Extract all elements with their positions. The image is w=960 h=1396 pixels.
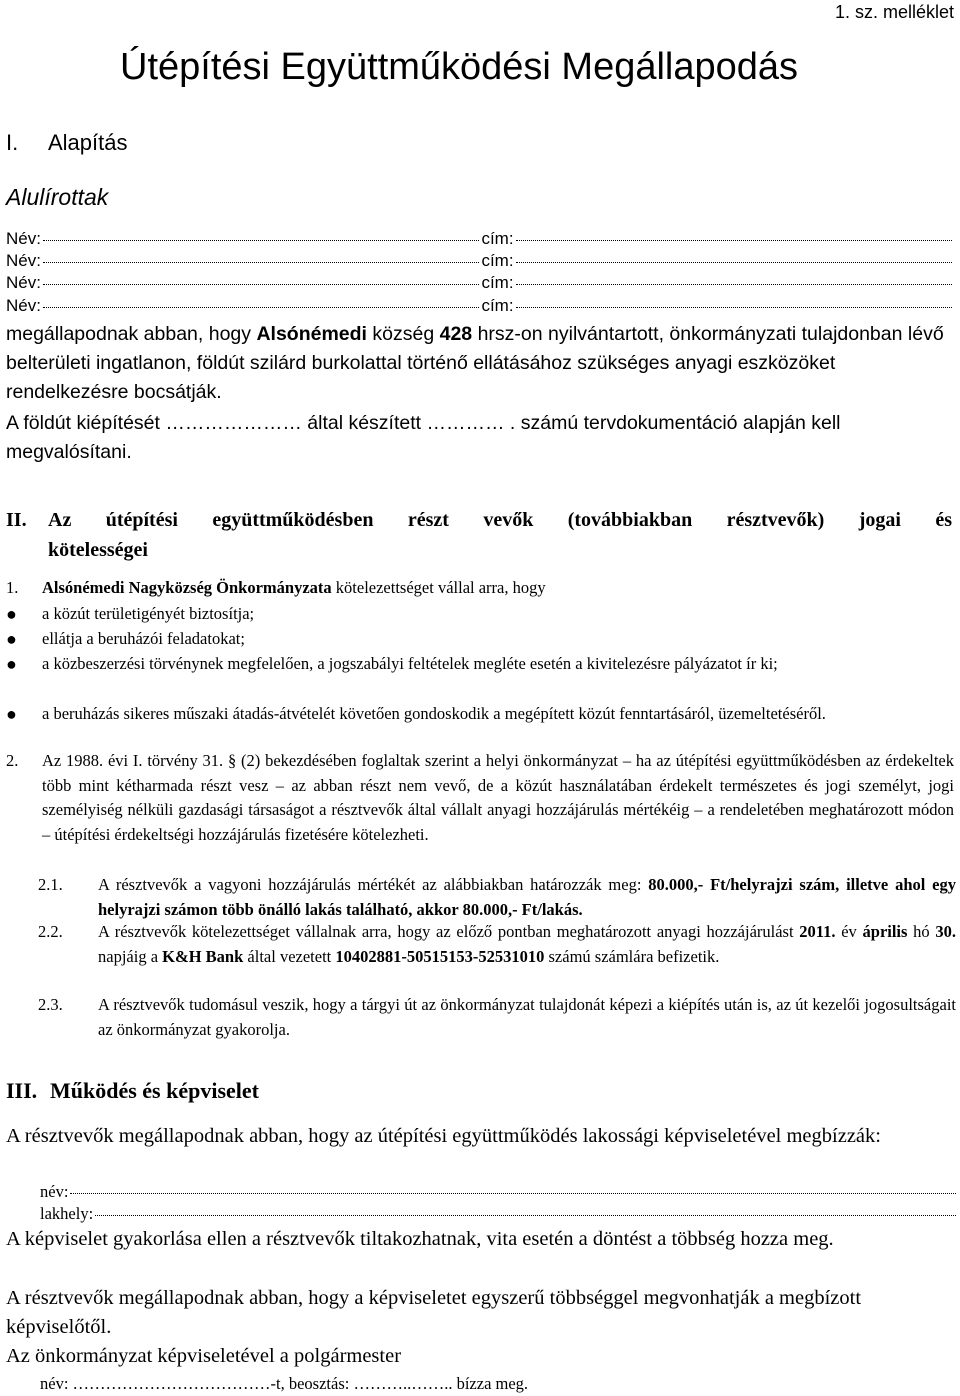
subitem-2-2 <box>38 920 956 969</box>
bullet-icon: ● <box>6 704 17 724</box>
party-line <box>6 229 954 249</box>
subitem-2-3 <box>38 993 956 1042</box>
bank-name: K&H Bank <box>162 946 244 966</box>
rep-name-label: név: <box>40 1182 69 1201</box>
objection-paragraph: A képviselet gyakorlása ellen a résztvevők tiltakozhatnak, vita esetén a döntést a többség hozza meg. <box>6 1228 834 1250</box>
item-text: kötelezettséget vállal arra, hogy <box>331 578 546 597</box>
name-blank[interactable] <box>43 307 479 308</box>
list-item <box>6 602 956 627</box>
page-title: Útépítési Együttműködési Megállapodás <box>120 46 799 88</box>
agreement-paragraph: megállapodnak abban, hogy Alsónémedi község 428 hrsz-on nyilvántartott, önkormányzati tulajdonban lévő belterületi ingatlanon, földút szilárd burkolattal történő ellátásához szükséges anyagi eszközöket rendelkezésre bocsátják. <box>6 323 944 403</box>
name-blank[interactable] <box>43 240 479 241</box>
name-label: Név: <box>6 273 41 292</box>
revocation-paragraph: A résztvevők megállapodnak abban, hogy a képviseletet egyszerű többséggel megvonhatják a megbízott képviselőtől. <box>6 1287 862 1338</box>
item-text: Az 1988. évi I. törvény 31. § (2) bekezdésében foglaltak szerint a helyi önkormányzat – ha az útépítési együttműködésben az érdekeltek több mint kétharmada részt vesz – az abban részt nem vevő, de a közút használatában érdekelt természetes és jogi személyt, jogi személyiség nélküli gazdasági társaságot a résztvevők által vállalt anyagi hozzájárulás mértékéig – a rendeletében meghatározott módon – útépítési érdekeltségi hozzájárulás fizetésére kötelezheti. <box>42 751 954 844</box>
item-2 <box>6 749 954 847</box>
address-blank[interactable] <box>516 240 952 241</box>
section-1-heading <box>6 130 128 156</box>
subitem-text: A résztvevők a vagyoni hozzájárulás mértékét az alábbiakban határozzák meg: 80.000,- Ft/helyrajzi szám, illetve ahol egy helyrajzi számon több önálló lakás található, akkor 80.000,- Ft/lakás. <box>98 875 956 919</box>
section-title: Működés és képviselet <box>50 1078 259 1103</box>
subitem-2-1 <box>38 873 956 922</box>
party-line <box>6 296 954 316</box>
name-label: Név: <box>6 251 41 270</box>
address-label: cím: <box>481 296 514 315</box>
section-title-cont: kötelességei <box>48 539 148 561</box>
bullet-icon: ● <box>6 654 17 674</box>
section-3-heading <box>6 1078 259 1104</box>
section-title: Alapítás <box>48 130 128 155</box>
bullet-icon: ● <box>6 604 17 624</box>
list-item-text: a közbeszerzési törvénynek megfelelően, a jogszabályi feltételek megléte esetén a kivitelezésre pályázatot ír ki; <box>42 654 778 673</box>
section-2-heading <box>6 505 952 561</box>
section-number: III. <box>6 1078 38 1103</box>
party-line <box>6 273 954 293</box>
design-paragraph: A földút kiépítését ………………… által készített ………… . számú tervdokumentáció alapján kell megvalósítani. <box>6 412 841 463</box>
list-item-text: a beruházás sikeres műszaki átadás-átvételét követően gondoskodik a megépített közút fenntartásáról, üzemeltetéséről. <box>42 704 826 723</box>
municipality-name: Alsónémedi Nagyközség Önkormányzata <box>42 578 332 597</box>
name-label: Név: <box>6 229 41 248</box>
list-item <box>6 627 956 652</box>
bullet-icon: ● <box>6 629 17 649</box>
section-number: II. <box>6 509 27 531</box>
name-label: Név: <box>6 296 41 315</box>
mayor-paragraph: Az önkormányzat képviseletével a polgármester <box>6 1345 402 1367</box>
address-blank[interactable] <box>516 307 952 308</box>
subitem-text: A résztvevők kötelezettséget vállalnak arra, hogy az előző pontban meghatározott anyagi hozzájárulást 2011. év április hó 30. napjáig a K&H Bank által vezetett 10402881-50515153-52531010 számú számlára befizetik. <box>98 922 957 966</box>
rep-name-line <box>40 1182 956 1202</box>
list-item-text: ellátja a beruházói feladatokat; <box>42 629 245 648</box>
address-label: cím: <box>481 229 514 248</box>
annex-label: 1. sz. melléklet <box>834 2 954 22</box>
subitem-number: 2.3. <box>38 995 63 1014</box>
section-title: Az útépítési együttműködésben részt vevők (továbbiakban résztvevők) jogai és <box>48 509 952 531</box>
item-number: 2. <box>6 751 19 770</box>
account-number: 10402881-50515153-52531010 <box>335 946 545 966</box>
rep-name-blank[interactable] <box>70 1193 956 1194</box>
list-item <box>6 702 956 727</box>
party-line <box>6 251 954 271</box>
section-number: I. <box>6 130 19 155</box>
address-label: cím: <box>481 273 514 292</box>
contribution-amount: 80.000,- Ft/helyrajzi szám, illetve ahol egy helyrajzi számon több önálló lakás található, akkor 80.000,- Ft/lakás. <box>98 875 956 919</box>
name-blank[interactable] <box>43 284 479 285</box>
rep-address-line <box>40 1204 956 1224</box>
mayor-line <box>40 1374 956 1394</box>
subitem-number: 2.1. <box>38 875 63 894</box>
subitem-text: A résztvevők tudomásul veszik, hogy a tárgyi út az önkormányzat tulajdonát képezi a kiépítés után is, az út kezelői jogosultságait az önkormányzat gyakorolja. <box>98 995 956 1039</box>
list-item <box>6 652 956 677</box>
list-item-text: a közút területigényét biztosítja; <box>42 604 255 623</box>
name-blank[interactable] <box>43 262 479 263</box>
rep-address-label: lakhely: <box>40 1204 94 1223</box>
address-blank[interactable] <box>516 284 952 285</box>
item-number: 1. <box>6 578 19 597</box>
rep-address-blank[interactable] <box>95 1215 956 1216</box>
address-label: cím: <box>481 251 514 270</box>
subitem-number: 2.2. <box>38 922 63 941</box>
undersigned-heading: Alulírottak <box>6 184 109 210</box>
address-blank[interactable] <box>516 262 952 263</box>
item-1 <box>6 576 546 601</box>
representation-paragraph: A résztvevők megállapodnak abban, hogy az útépítési együttműködés lakossági képviseletével megbízzák: <box>6 1125 881 1147</box>
mayor-line-text: név: ………………………………-t, beosztás: ………..…….. bízza meg. <box>40 1374 529 1393</box>
